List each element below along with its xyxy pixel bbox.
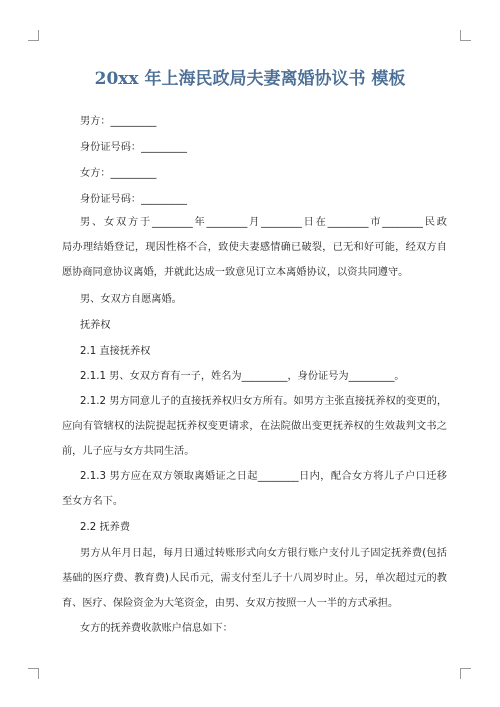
field-husband-id: 身份证号码：_________: [80, 142, 187, 153]
page-corner-mark-top-left: [28, 30, 39, 41]
paragraph-account-info: 女方的抚养费收款账户信息如下：: [80, 623, 233, 634]
paragraph-support-line-2: 基础的医疗费、教育费)人民币元，需支付至儿子十八周岁时止。另，单次超过元的教: [62, 573, 447, 584]
clause-2-1-2-line-3: 前，儿子应与女方共同生活。: [62, 446, 195, 457]
field-wife-id: 身份证号码：_________: [80, 194, 187, 205]
paragraph-support-line-3: 育、医疗、保险资金为大笔资金，由男、女双方按照一人一半的方式承担。: [62, 598, 399, 609]
clause-2-1-2-line-1: 2.1.2 男方同意儿子的直接抚养权归女方所有。如男方主张直接抚养权的变更的，: [80, 396, 447, 407]
field-wife-name: 女方：_________: [80, 168, 157, 179]
clause-2-1-2-line-2: 应向有管辖权的法院提起抚养权变更请求，在法院做出变更抚养权的生效裁判文书之: [62, 421, 447, 432]
paragraph-intro-line-3: 愿协商同意协议离婚，并就此达成一致意见订立本离婚协议，以资共同遵守。: [62, 267, 409, 278]
page-corner-mark-bottom-right: [460, 668, 471, 679]
clause-2-1-1: 2.1.1 男、女双方育有一子，姓名为_________，身份证号为_________。: [80, 371, 405, 382]
paragraph-support-line-1: 男方从年月日起，每月日通过转账形式向女方银行账户支付儿子固定抚养费(包括: [80, 548, 447, 559]
clause-voluntary-divorce: 男、女双方自愿离婚。: [80, 294, 182, 305]
field-husband-name: 男方：_________: [80, 116, 157, 127]
clause-2-1-3-line-2: 至女方名下。: [62, 496, 124, 507]
page-corner-mark-bottom-left: [28, 668, 39, 679]
clause-2-1-3-line-1: 2.1.3 男方应在双方领取离婚证之日起________日内，配合女方将儿子户口迁移: [80, 471, 447, 482]
subsection-heading-child-support: 2.2 抚养费: [80, 522, 131, 533]
subsection-heading-direct-custody: 2.1 直接抚养权: [80, 346, 151, 357]
section-heading-custody: 抚养权: [80, 320, 111, 331]
paragraph-intro-line-1: 男、女双方于________年________月________日在________市________民政: [80, 217, 447, 228]
document-title: 20xx 年上海民政局夫妻离婚协议书 模板: [94, 69, 406, 89]
paragraph-intro-line-2: 局办理结婚登记，现因性格不合，致使夫妻感情确已破裂，已无和好可能，经双方自: [62, 242, 447, 253]
page-corner-mark-top-right: [460, 30, 471, 41]
